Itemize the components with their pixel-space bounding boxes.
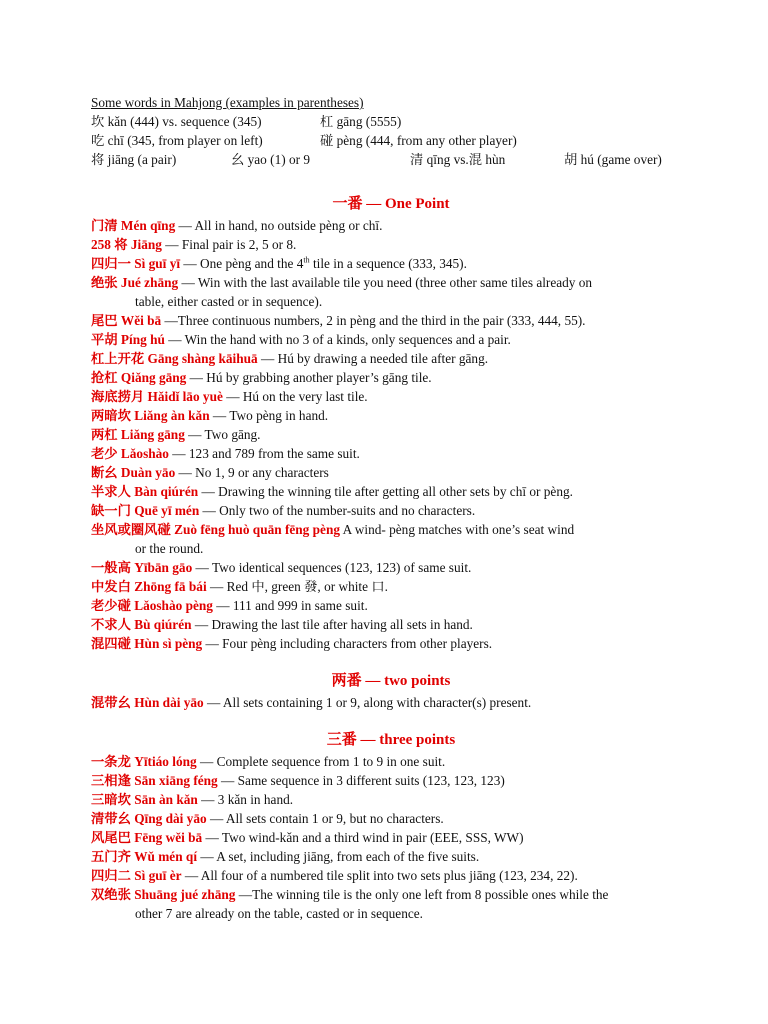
vocab-term: 幺 yao (1) or 9 [231,152,311,167]
entry-desc-cont: tile in a sequence (333, 345). [309,256,467,271]
vocab-title: Some words in Mahjong (examples in parentheses) [91,95,364,110]
entry-term: 两暗坎 Liǎng àn kǎn [91,408,210,423]
list-item [91,368,691,387]
entry-term: 断幺 Duàn yāo [91,465,176,480]
entry-desc: — All four of a numbered tile split into two sets plus jiāng (123, 234, 22). [181,868,578,883]
document-page [91,93,691,923]
list-item [91,866,691,885]
section-three-points [91,730,691,923]
entry-term: 老少碰 Lǎoshào pèng [91,598,213,613]
list-item [91,482,691,501]
list-item [91,387,691,406]
list-item [91,254,691,273]
entry-term: 海底捞月 Hǎidǐ lāo yuè [91,389,223,404]
entry-desc: — Win with the last available tile you need (three other same tiles already on [178,275,593,290]
entry-desc: — Two pèng in hand. [209,408,329,423]
vocab-term: 吃 chī (345, from player on left) [91,133,263,148]
entry-term: 老少 Lǎoshào [91,446,169,461]
list-item [91,634,691,653]
superscript: th [303,255,310,265]
list-item [91,349,691,368]
list-item [91,847,691,866]
vocab-row [91,150,691,169]
entry-term: 绝张 Jué zhāng [91,275,179,290]
list-item [91,520,691,558]
entry-desc: — A set, including jiāng, from each of the five suits. [197,849,480,864]
entry-term: 五门齐 Wǔ mén qí [91,849,198,864]
entry-desc: — Only two of the number-suits and no characters. [199,503,476,518]
entry-term: 缺一门 Quē yī mén [91,503,200,518]
list-item [91,828,691,847]
list-item [91,463,691,482]
entry-desc: — Hú by drawing a needed tile after gāng. [257,351,489,366]
entry-desc: —The winning tile is the only one left from 8 possible ones while the [235,887,609,902]
entry-term: 一条龙 Yītiáo lóng [91,754,197,769]
entry-desc: — Two gāng. [184,427,261,442]
entry-term: 三暗坎 Sān àn kǎn [91,792,198,807]
list-item [91,311,691,330]
list-item [91,558,691,577]
vocab-block [91,93,691,169]
vocab-term: 清 qīng vs.混 hùn [410,152,506,167]
entry-desc: —Three continuous numbers, 2 in pèng and the third in the pair (333, 444, 55). [161,313,586,328]
list-item [91,235,691,254]
entry-term: 风尾巴 Fēng wěi bā [91,830,203,845]
entry-term: 四归一 Sì guī yī [91,256,181,271]
vocab-row [91,131,691,150]
entry-term: 坐风或圈风碰 Zuò fēng huò quān fēng pèng [91,522,340,537]
entry-desc: — Drawing the last tile after having all sets in hand. [191,617,473,632]
list-item [91,790,691,809]
entry-desc: — Same sequence in 3 different suits (123, 123, 123) [217,773,505,788]
section-heading: 两番 — two points [331,673,451,689]
entry-term: 双绝张 Shuāng jué zhāng [91,887,236,902]
entry-desc: — Drawing the winning tile after getting all other sets by chī or pèng. [198,484,573,499]
entry-desc: — All sets contain 1 or 9, but no characters. [206,811,444,826]
entry-term: 四归二 Sì guī èr [91,868,182,883]
entry-desc: — All sets containing 1 or 9, along with character(s) present. [203,695,532,710]
entry-desc: — Red 中, green 發, or white 口. [206,579,388,594]
entry-desc: A wind- pèng matches with one’s seat wind [340,522,575,537]
entry-desc: — One pèng and the 4 [180,256,304,271]
vocab-term: 胡 hú (game over) [564,152,662,167]
list-item [91,444,691,463]
list-item [91,425,691,444]
list-item [91,273,691,311]
entry-continuation: table, either casted or in sequence). [135,294,323,309]
entry-continuation: or the round. [135,541,204,556]
entry-term: 不求人 Bù qiúrén [91,617,192,632]
entry-desc: — 123 and 789 from the same suit. [168,446,360,461]
section-two-points [91,671,691,712]
list-item [91,693,691,712]
entry-continuation: other 7 are already on the table, casted or in sequence. [135,906,423,921]
entry-desc: — Complete sequence from 1 to 9 in one suit. [196,754,446,769]
entry-term: 半求人 Bàn qiúrén [91,484,199,499]
entry-term: 平胡 Píng hú [91,332,165,347]
list-item [91,596,691,615]
list-item [91,330,691,349]
entry-desc: — All in hand, no outside pèng or chī. [175,218,383,233]
entry-desc: — 111 and 999 in same suit. [212,598,368,613]
vocab-term: 将 jiāng (a pair) [91,152,177,167]
entry-term: 258 将 Jiāng [91,237,162,252]
list-item [91,885,691,923]
entry-desc: — Win the hand with no 3 of a kinds, only sequences and a pair. [164,332,511,347]
list-item [91,406,691,425]
entry-desc: — Hú on the very last tile. [222,389,368,404]
section-one-point [91,194,691,653]
entry-desc: — Final pair is 2, 5 or 8. [161,237,297,252]
entry-term: 混四碰 Hùn sì pèng [91,636,203,651]
vocab-term: 坎 kǎn (444) vs. sequence (345) [91,114,262,129]
entry-term: 两杠 Liǎng gāng [91,427,185,442]
entry-term: 尾巴 Wěi bā [91,313,162,328]
list-item [91,752,691,771]
entry-desc: — Hú by grabbing another player’s gāng tile. [186,370,432,385]
entry-term: 混带幺 Hùn dài yāo [91,695,204,710]
entry-term: 一般高 Yībān gāo [91,560,193,575]
entry-desc: — Four pèng including characters from other players. [202,636,493,651]
list-item [91,771,691,790]
entry-term: 清带幺 Qīng dài yāo [91,811,207,826]
vocab-row [91,112,691,131]
entry-term: 杠上开花 Gāng shàng kāihuā [91,351,258,366]
list-item [91,501,691,520]
entry-term: 抢杠 Qiǎng gāng [91,370,187,385]
vocab-term: 碰 pèng (444, from any other player) [320,133,517,148]
entry-desc: — No 1, 9 or any characters [175,465,329,480]
entry-term: 三相逢 Sān xiāng féng [91,773,218,788]
list-item [91,809,691,828]
entry-desc: — 3 kǎn in hand. [197,792,294,807]
list-item [91,216,691,235]
list-item [91,577,691,596]
vocab-term: 杠 gāng (5555) [320,114,402,129]
section-heading: 一番 — One Point [332,196,450,212]
entry-desc: — Two identical sequences (123, 123) of same suit. [192,560,472,575]
list-item [91,615,691,634]
entry-term: 中发白 Zhōng fā bái [91,579,207,594]
section-heading: 三番 — three points [326,732,456,748]
entry-term: 门清 Mén qīng [91,218,176,233]
entry-desc: — Two wind-kǎn and a third wind in pair (EEE, SSS, WW) [202,830,524,845]
